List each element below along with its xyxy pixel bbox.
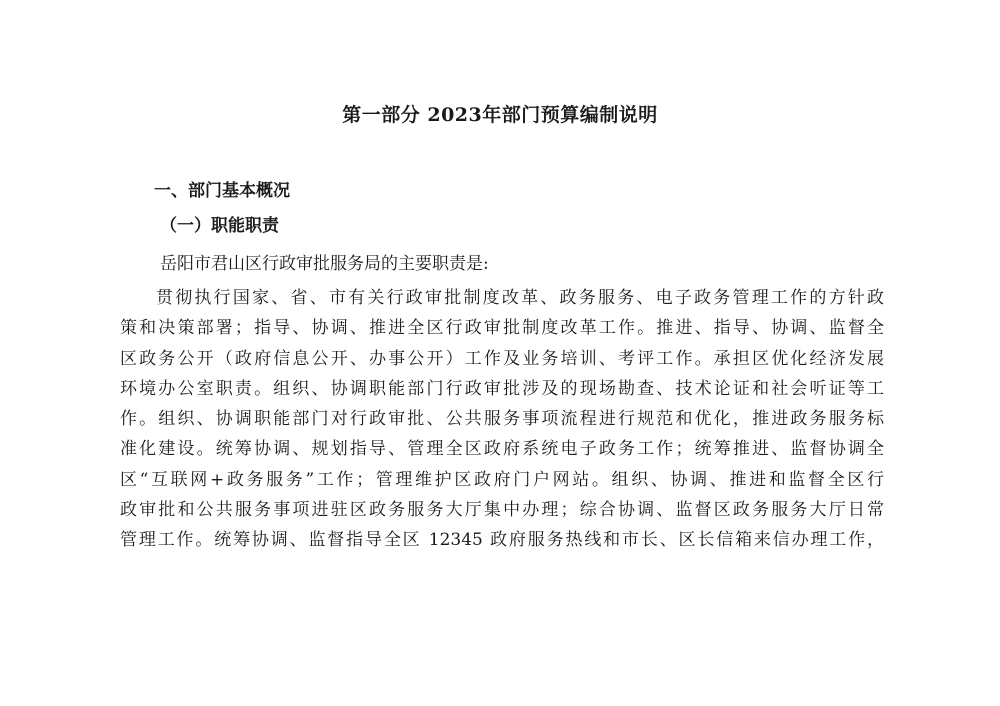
paragraph-line: 政审批和公共服务事项进驻区政务服务大厅集中办理；综合协调、监督区政务服务大厅日常 — [120, 500, 884, 521]
paragraph-line: 作。组织、协调职能部门对行政审批、公共服务事项流程进行规范和优化，推进政务服务标 — [120, 409, 884, 430]
paragraph-line: 环境办公室职责。组织、协调职能部门行政审批涉及的现场勘查、技术论证和社会听证等工 — [120, 378, 884, 399]
paragraph-line: 策和决策部署；指导、协调、推进全区行政审批制度改革工作。推进、指导、协调、监督全 — [120, 318, 884, 339]
paragraph-line: 准化建设。统筹协调、规划指导、管理全区政府系统电子政务工作；统筹推进、监督协调全 — [120, 439, 884, 460]
subsection-heading: （一）职能职责 — [160, 216, 279, 236]
paragraph-line: 区“互联网+政务服务”工作；管理维护区政府门户网站。组织、协调、推进和监督全区行 — [120, 469, 884, 490]
paragraph-line: 管理工作。统筹协调、监督指导全区 12345 政府服务热线和市长、区长信箱来信办理工作， — [120, 530, 884, 551]
document-title: 第一部分 2023年部门预算编制说明 — [342, 104, 658, 126]
paragraph-line: 贯彻执行国家、省、市有关行政审批制度改革、政务服务、电子政务管理工作的方针政 — [156, 288, 884, 308]
section-heading: 一、部门基本概况 — [154, 181, 290, 201]
paragraph-line: 区政务公开（政府信息公开、办事公开）工作及业务培训、考评工作。承担区优化经济发展 — [120, 348, 884, 369]
lead-sentence: 岳阳市君山区行政审批服务局的主要职责是: — [160, 254, 489, 274]
duties-paragraph — [120, 283, 884, 556]
